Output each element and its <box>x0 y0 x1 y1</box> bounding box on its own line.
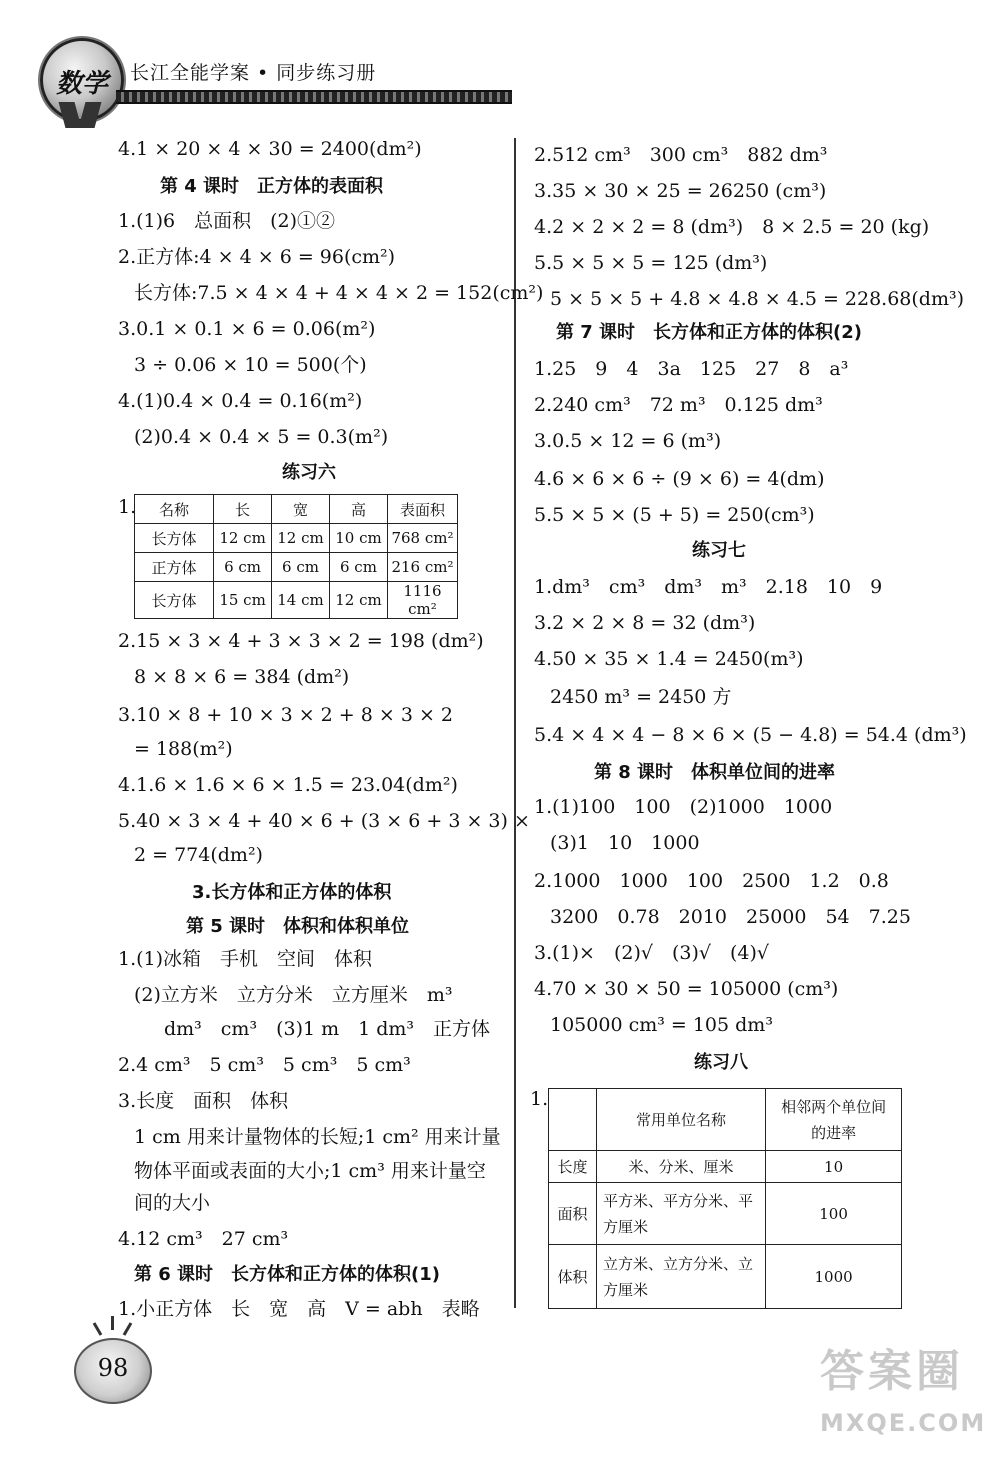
table-header-cell <box>549 1089 597 1151</box>
answer-line: 1.(1)100 100 (2)1000 1000 <box>534 796 833 818</box>
table-cell: 长度 <box>549 1151 597 1183</box>
subject-badge-icon <box>40 38 124 122</box>
table-cell: 1000 <box>766 1245 902 1309</box>
lesson-heading: 第 7 课时 长方体和正方体的体积(2) <box>556 322 863 343</box>
unit-heading: 3.长方体和正方体的体积 <box>192 882 392 903</box>
page-header <box>40 38 520 128</box>
table-cell: 10 cm <box>329 524 387 553</box>
answer-line: 5.5 × 5 × 5 = 125 (dm³) <box>534 252 768 274</box>
answer-line: 5.5 × 5 × (5 + 5) = 250(cm³) <box>534 504 815 526</box>
table-header-cell: 名称 <box>135 495 214 524</box>
answer-line: 105000 cm³ = 105 dm³ <box>550 1014 773 1036</box>
table-row <box>135 582 458 619</box>
subject-badge-text: 数学 <box>55 69 108 99</box>
answer-line: 4.2 × 2 × 2 = 8 (dm³) 8 × 2.5 = 20 (kg) <box>534 216 930 238</box>
answer-line: (3)1 10 1000 <box>550 832 700 854</box>
answer-line: 间的大小 <box>134 1192 211 1214</box>
answer-line: 4.50 × 35 × 1.4 = 2450(m³) <box>534 648 804 670</box>
table-cell: 14 cm <box>272 582 330 619</box>
spark-icon <box>123 1322 133 1336</box>
answer-line: 8 × 8 × 6 = 384 (dm²) <box>134 666 350 688</box>
exercise-heading: 练习七 <box>692 540 746 561</box>
answer-line: = 188(m²) <box>134 738 233 760</box>
table-header-cell: 宽 <box>272 495 330 524</box>
table-header-cell: 表面积 <box>387 495 457 524</box>
table-cell: 216 cm² <box>387 553 457 582</box>
answer-line: 3.10 × 8 + 10 × 3 × 2 + 8 × 3 × 2 <box>118 704 454 726</box>
answer-line: 3.长度 面积 体积 <box>118 1090 289 1112</box>
answer-line: 5 × 5 × 5 + 4.8 × 4.8 × 4.5 = 228.68(dm³) <box>550 288 965 310</box>
answer-line: 长方体:7.5 × 4 × 4 + 4 × 4 × 2 = 152(cm²) <box>134 282 544 304</box>
table-cell: 6 cm <box>272 553 330 582</box>
table-cell: 6 cm <box>214 553 272 582</box>
table-cell: 12 cm <box>214 524 272 553</box>
page-number: 98 <box>97 1354 129 1382</box>
exercise-heading: 练习六 <box>282 462 336 483</box>
answer-line: 3 ÷ 0.06 × 10 = 500(个) <box>134 354 367 376</box>
table-header-cell: 常用单位名称 <box>596 1089 765 1151</box>
book-title: 长江全能学案 • 同步练习册 <box>130 62 377 84</box>
table-header-cell: 相邻两个单位间的进率 <box>766 1089 902 1151</box>
column-divider <box>514 138 516 1308</box>
answer-line: 3.(1)× (2)√ (3)√ (4)√ <box>534 942 770 964</box>
lesson-heading: 第 8 课时 体积单位间的进率 <box>594 762 836 783</box>
answer-line: 1 cm 用来计量物体的长短;1 cm² 用来计量 <box>134 1126 501 1148</box>
table-row <box>135 524 458 553</box>
table-cell: 正方体 <box>135 553 214 582</box>
answer-line: (2)立方米 立方分米 立方厘米 m³ <box>134 984 453 1006</box>
table-row <box>549 1245 902 1309</box>
answer-line: 2 = 774(dm²) <box>134 844 263 866</box>
answer-line: 2.正方体:4 × 4 × 6 = 96(cm²) <box>118 246 396 268</box>
answer-line: 物体平面或表面的大小;1 cm³ 用来计量空 <box>134 1160 486 1182</box>
answer-line: 5.40 × 3 × 4 + 40 × 6 + (3 × 6 + 3 × 3) × <box>118 810 530 832</box>
table-cell: 100 <box>766 1183 902 1245</box>
answer-line: 1.小正方体 长 宽 高 V = abh 表略 <box>118 1298 480 1320</box>
answer-line: 3.0.5 × 12 = 6 (m³) <box>534 430 722 452</box>
page-number-badge <box>74 1338 152 1404</box>
watermark-url: MXQE.COM <box>820 1409 987 1437</box>
lesson-heading: 第 6 课时 长方体和正方体的体积(1) <box>134 1264 441 1285</box>
answer-line: 2.1000 1000 100 2500 1.2 0.8 <box>534 870 889 892</box>
table-cell: 15 cm <box>214 582 272 619</box>
table-cell: 体积 <box>549 1245 597 1309</box>
answer-line: 3.2 × 2 × 8 = 32 (dm³) <box>534 612 756 634</box>
table-cell: 平方米、平方分米、平方厘米 <box>596 1183 765 1245</box>
answer-line: 4.70 × 30 × 50 = 105000 (cm³) <box>534 978 839 1000</box>
answer-line: 2.240 cm³ 72 m³ 0.125 dm³ <box>534 394 823 416</box>
table-header-cell: 高 <box>329 495 387 524</box>
answer-line: 1.(1)6 总面积 (2)①② <box>118 210 336 232</box>
lesson-heading: 第 5 课时 体积和体积单位 <box>186 916 410 937</box>
answer-line: 4.12 cm³ 27 cm³ <box>118 1228 289 1250</box>
table-cell: 6 cm <box>329 553 387 582</box>
table-row <box>549 1151 902 1183</box>
answer-line: 4.1.6 × 1.6 × 6 × 1.5 = 23.04(dm²) <box>118 774 458 796</box>
surface-area-table <box>134 494 458 619</box>
table-row <box>135 553 458 582</box>
question-number: 1. <box>118 496 137 518</box>
table-cell: 长方体 <box>135 524 214 553</box>
answer-line: 3.35 × 30 × 25 = 26250 (cm³) <box>534 180 827 202</box>
table-cell: 12 cm <box>329 582 387 619</box>
answer-line: dm³ cm³ (3)1 m 1 dm³ 正方体 <box>164 1018 491 1040</box>
watermark <box>820 1335 986 1437</box>
answer-line: 3.0.1 × 0.1 × 6 = 0.06(m²) <box>118 318 376 340</box>
table-cell: 面积 <box>549 1183 597 1245</box>
table-header-cell: 长 <box>214 495 272 524</box>
answer-line: 2450 m³ = 2450 方 <box>550 686 732 708</box>
table-cell: 12 cm <box>272 524 330 553</box>
lesson-heading: 第 4 课时 正方体的表面积 <box>160 176 384 197</box>
spark-icon <box>111 1316 114 1330</box>
table-cell: 立方米、立方分米、立方厘米 <box>596 1245 765 1309</box>
watermark-logo-text: 答案圈 <box>820 1346 964 1397</box>
table-row <box>549 1183 902 1245</box>
table-cell: 米、分米、厘米 <box>596 1151 765 1183</box>
spark-icon <box>93 1322 103 1336</box>
unit-conversion-table <box>548 1088 902 1309</box>
answer-line: 1.25 9 4 3a 125 27 8 a³ <box>534 358 849 380</box>
answer-line: 2.4 cm³ 5 cm³ 5 cm³ 5 cm³ <box>118 1054 411 1076</box>
table-cell: 长方体 <box>135 582 214 619</box>
answer-line: 4.(1)0.4 × 0.4 = 0.16(m²) <box>118 390 363 412</box>
table-header-row <box>549 1089 902 1151</box>
answer-line: 2.15 × 3 × 4 + 3 × 3 × 2 = 198 (dm²) <box>118 630 484 652</box>
answer-line: (2)0.4 × 0.4 × 5 = 0.3(m²) <box>134 426 389 448</box>
answer-line: 3200 0.78 2010 25000 54 7.25 <box>550 906 911 928</box>
table-header-row <box>135 495 458 524</box>
answer-line: 4.6 × 6 × 6 ÷ (9 × 6) = 4(dm) <box>534 468 825 490</box>
answer-line: 2.512 cm³ 300 cm³ 882 dm³ <box>534 144 828 166</box>
table-cell: 768 cm² <box>387 524 457 553</box>
answer-line: 1.dm³ cm³ dm³ m³ 2.18 10 9 <box>534 576 883 598</box>
answer-line: 4.1 × 20 × 4 × 30 = 2400(dm²) <box>118 138 422 160</box>
header-rule <box>116 90 512 104</box>
answer-line: 5.4 × 4 × 4 − 8 × 6 × (5 − 4.8) = 54.4 (dm³) <box>534 724 967 746</box>
question-number: 1. <box>530 1088 549 1110</box>
exercise-heading: 练习八 <box>694 1052 748 1073</box>
table-cell: 1116 cm² <box>387 582 457 619</box>
answer-line: 1.(1)冰箱 手机 空间 体积 <box>118 948 373 970</box>
table-cell: 10 <box>766 1151 902 1183</box>
